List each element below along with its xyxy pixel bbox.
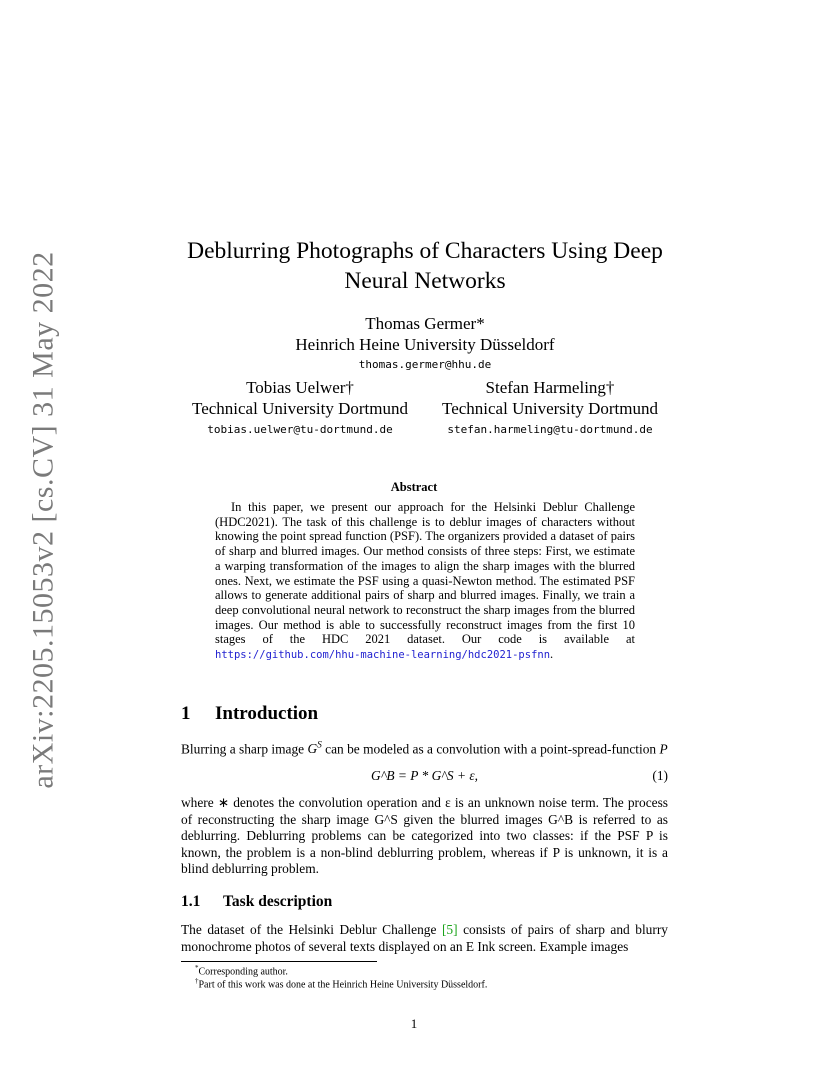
author-email: stefan.harmeling@tu-dortmund.de xyxy=(447,423,653,436)
footnote-1: *Corresponding author. xyxy=(195,964,288,978)
author-affiliation: Technical University Dortmund xyxy=(192,399,408,418)
section-heading-task-description: 1.1 Task description xyxy=(181,893,333,910)
code-link[interactable]: https://github.com/hhu-machine-learning/hdc2021-psfnn xyxy=(215,649,551,662)
abstract-heading: Abstract xyxy=(390,480,438,494)
paper-title xyxy=(150,236,700,296)
author-affiliation: Technical University Dortmund xyxy=(442,399,658,418)
author-block-1 xyxy=(150,313,700,371)
author-email: thomas.germer@hhu.de xyxy=(358,358,492,371)
intro-paragraph-2: where ∗ denotes the convolution operation and ε is an unknown noise term. The process of reconstructing the sharp image G^S given the blurred images G^B is referred to as deblurring. Deblurring problems can be categorized into two classes: if the PSF P is known, the problem is a non-blind deblurring problem, whereas if P is unknown, it is a blind deblurring problem. xyxy=(181,795,668,876)
author-block-3 xyxy=(420,377,680,436)
task-paragraph: The dataset of the Helsinki Deblur Challenge [5] consists of pairs of sharp and blurry monochrome photos of several texts displayed on an E Ink screen. Example images xyxy=(181,922,668,954)
author-affiliation: Heinrich Heine University Düsseldorf xyxy=(295,335,555,354)
footnote-rule xyxy=(181,961,377,962)
author-name: Stefan Harmeling† xyxy=(485,378,615,397)
author-block-2 xyxy=(175,377,425,436)
author-name: Thomas Germer* xyxy=(365,314,485,333)
arxiv-stamp: arXiv:2205.15053v2 [cs.CV] 31 May 2022 xyxy=(27,251,60,789)
title-line-1: Deblurring Photographs of Characters Using Deep xyxy=(187,238,663,264)
citation-link[interactable]: [5] xyxy=(441,922,458,937)
author-name: Tobias Uelwer† xyxy=(246,378,354,397)
title-line-2: Neural Networks xyxy=(344,268,506,294)
equation-expression: G^B = P * G^S + ε, xyxy=(371,768,478,783)
abstract-body: In this paper, we present our approach for the Helsinki Deblur Challenge (HDC2021). The task of this challenge is to deblur images of characters without knowing the point spread function (PSF). The organizers provided a dataset of pairs of sharp and blurred images. Our method consists of three steps: First, we estimate a warping transformation of the images to align the sharp images with the blurred ones. Next, we estimate the PSF using a quasi-Newton method. The estimated PSF allows to generate additional pairs of sharp and blurred images. Finally, we train a deep convolutional neural network to reconstruct the sharp images from the blurred images. Our method is able to successfully reconstruct images from the first 10 stages of the HDC 2021 dataset. Our code is available at https://github.com/hhu-machine-learning/hdc2021-psfnn. xyxy=(215,500,635,662)
footnote-2: †Part of this work was done at the Heinrich Heine University Düsseldorf. xyxy=(195,977,488,991)
abstract-text: In this paper, we present our approach for the Helsinki Deblur Challenge (HDC2021). The task of this challenge is to deblur images of characters without knowing the point spread function (PSF). The organizers provided a dataset of pairs of sharp and blurred images. Our method consists of three steps: First, we estimate a warping transformation of the images to align the sharp images with the blurred ones. Next, we estimate the PSF using a quasi-Newton method. The estimated PSF allows to generate additional pairs of sharp and blurred images. Finally, we train a deep convolutional neural network to reconstruct the sharp images from the blurred images. Our method is able to successfully reconstruct images from the first 10 stages of the HDC 2021 dataset. Our code is available at xyxy=(215,500,635,647)
author-email: tobias.uelwer@tu-dortmund.de xyxy=(207,423,393,436)
section-heading-introduction: 1 Introduction xyxy=(181,703,319,724)
equation-number: (1) xyxy=(652,768,668,783)
equation-1 xyxy=(181,768,668,786)
page-number: 1 xyxy=(410,1016,418,1031)
intro-paragraph-1: Blurring a sharp image $G^S$ can be modeled as a convolution with a point-spread-function P xyxy=(181,741,668,757)
